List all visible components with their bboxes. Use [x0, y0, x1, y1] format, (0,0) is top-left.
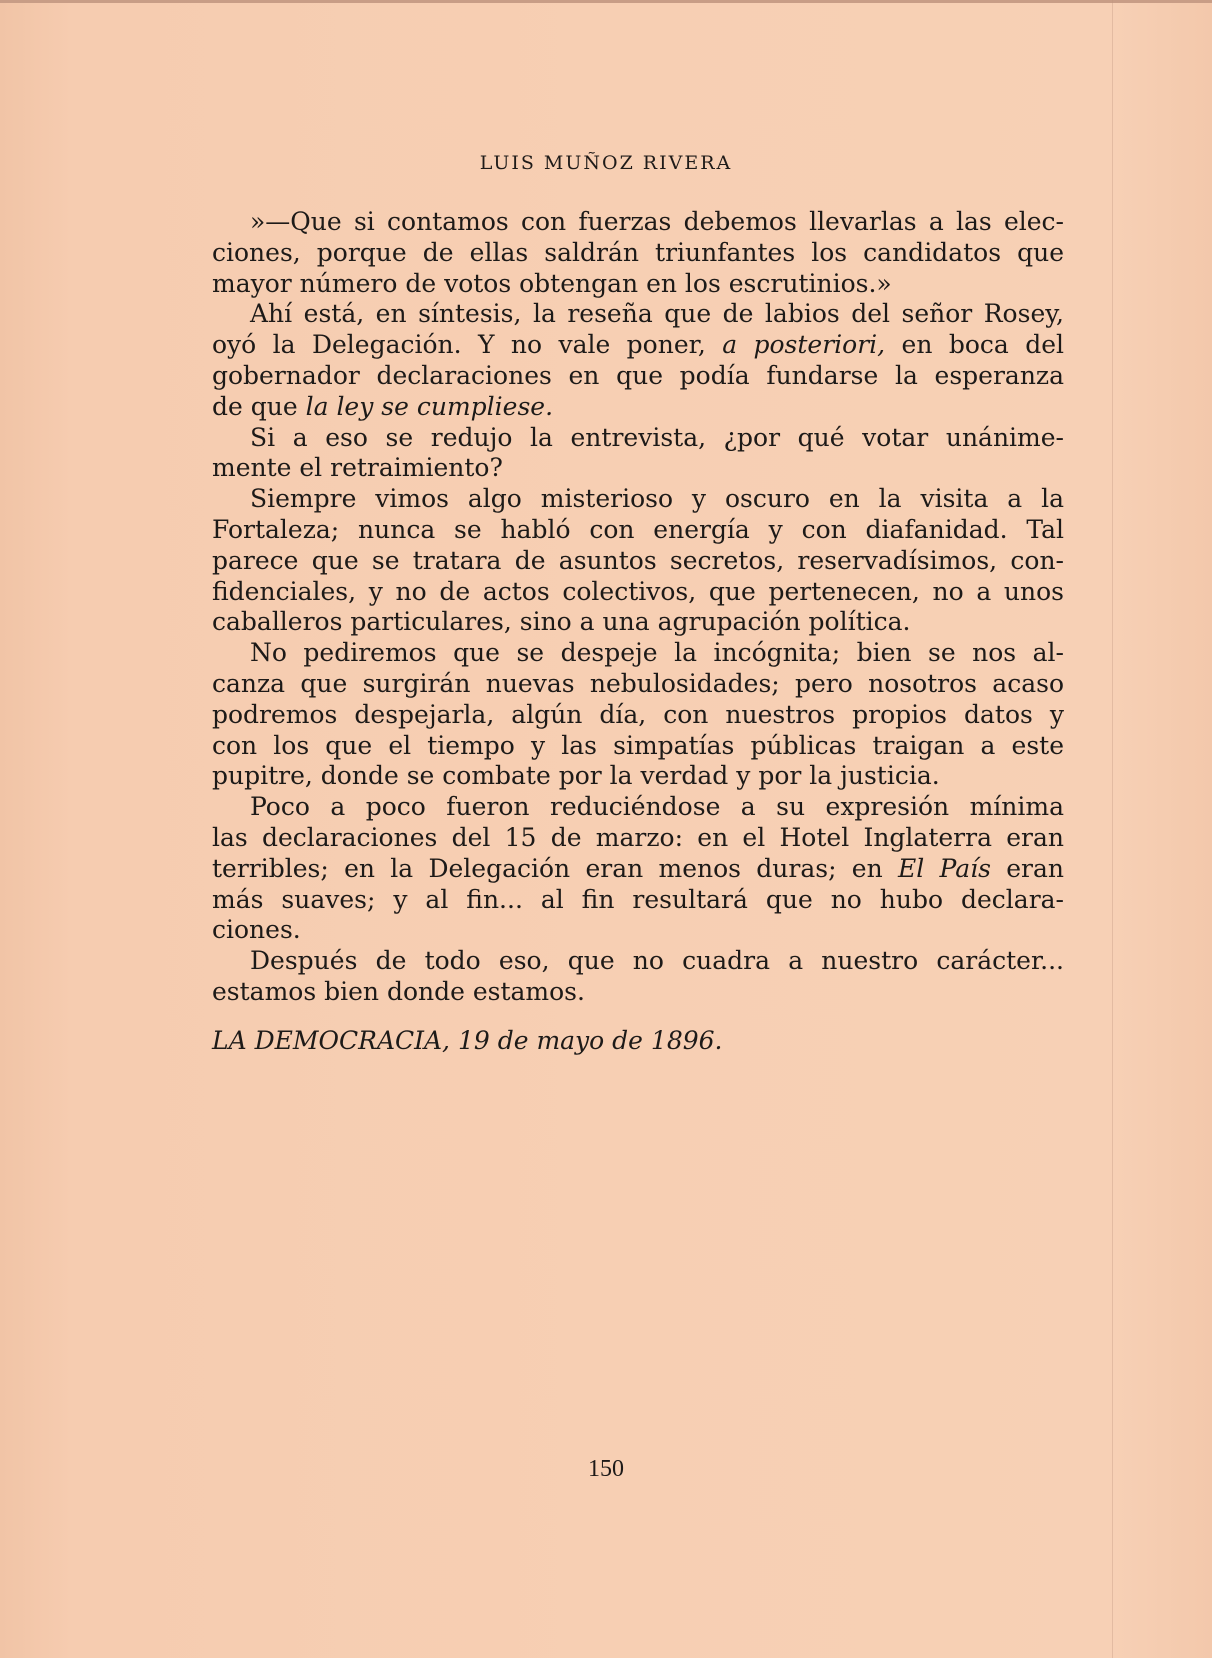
- text-run: eran: [990, 853, 1064, 883]
- text-line: gobernador declaraciones en que podía fundarse la esperanza: [212, 360, 1064, 390]
- text-line: »—Que si contamos con fuerzas debemos llevarlas a las elec-: [250, 207, 1064, 236]
- running-head: LUIS MUÑOZ RIVERA: [479, 152, 733, 174]
- article-body: [212, 207, 1064, 1008]
- text-line: [212, 330, 1064, 361]
- paragraph-1: [212, 207, 1064, 299]
- text-run: de que: [212, 391, 306, 421]
- text-line: caballeros particulares, sino a una agrupación política.: [212, 607, 911, 637]
- text-line: estamos bien donde estamos.: [212, 976, 585, 1006]
- text-run: oyó la Delegación. Y no vale poner,: [212, 330, 723, 360]
- text-line: parece que se tratara de asuntos secretos, reservadísimos, con-: [212, 545, 1064, 575]
- paragraph-5: [212, 638, 1064, 792]
- text-run: en boca del: [885, 330, 1064, 360]
- text-line: las declaraciones del 15 de marzo: en el Hotel Inglaterra eran: [212, 822, 1064, 852]
- text-line: fidenciales, y no de actos colectivos, que pertenecen, no a unos: [212, 576, 1064, 606]
- source-attribution: LA DEMOCRACIA, 19 de mayo de 1896.: [212, 1026, 723, 1055]
- text-line: Después de todo eso, que no cuadra a nuestro carácter...: [250, 946, 1064, 976]
- text-line: ciones, porque de ellas saldrán triunfantes los candidatos que: [212, 237, 1064, 267]
- paragraph-4: [212, 484, 1064, 638]
- text-line: [212, 392, 1064, 423]
- page-number: 150: [588, 1456, 624, 1482]
- text-line: Poco a poco fueron reduciéndose a su expresión mínima: [250, 792, 1064, 822]
- text-line: mente el retraimiento?: [212, 453, 503, 483]
- text-line: No pediremos que se despeje la incógnita; bien se nos al-: [250, 638, 1064, 668]
- text-line: podremos despejarla, algún día, con nuestros propios datos y: [212, 699, 1064, 729]
- page-fold-shadow: [1112, 0, 1113, 1658]
- text-line: Ahí está, en síntesis, la reseña que de labios del señor Rosey,: [250, 299, 1064, 329]
- text-line: más suaves; y al fin... al fin resultará que no hubo declara-: [212, 884, 1064, 914]
- paragraph-3: [212, 423, 1064, 485]
- paragraph-2: [212, 299, 1064, 422]
- text-line: [212, 854, 1064, 885]
- text-line: con los que el tiempo y las simpatías públicas traigan a este: [212, 730, 1064, 760]
- text-line: Siempre vimos algo misterioso y oscuro en la visita a la: [250, 484, 1064, 514]
- paragraph-6: [212, 792, 1064, 946]
- italic-phrase: El País: [897, 853, 991, 883]
- text-line: pupitre, donde se combate por la verdad y por la justicia.: [212, 761, 940, 791]
- text-line: ciones.: [212, 915, 301, 945]
- text-line: Si a eso se redujo la entrevista, ¿por qué votar unánime-: [250, 422, 1064, 452]
- paragraph-7: [212, 946, 1064, 1008]
- italic-phrase: a posteriori,: [722, 330, 886, 360]
- text-run: terribles; en la Delegación eran menos duras; en: [212, 853, 898, 883]
- page-top-edge: [0, 0, 1212, 3]
- text-line: Fortaleza; nunca se habló con energía y con diafanidad. Tal: [212, 514, 1064, 544]
- text-line: canza que surgirán nuevas nebulosidades; pero nosotros acaso: [212, 668, 1064, 698]
- italic-phrase: la ley se cumpliese.: [305, 391, 554, 421]
- text-line: mayor número de votos obtengan en los escrutinios.»: [212, 268, 892, 298]
